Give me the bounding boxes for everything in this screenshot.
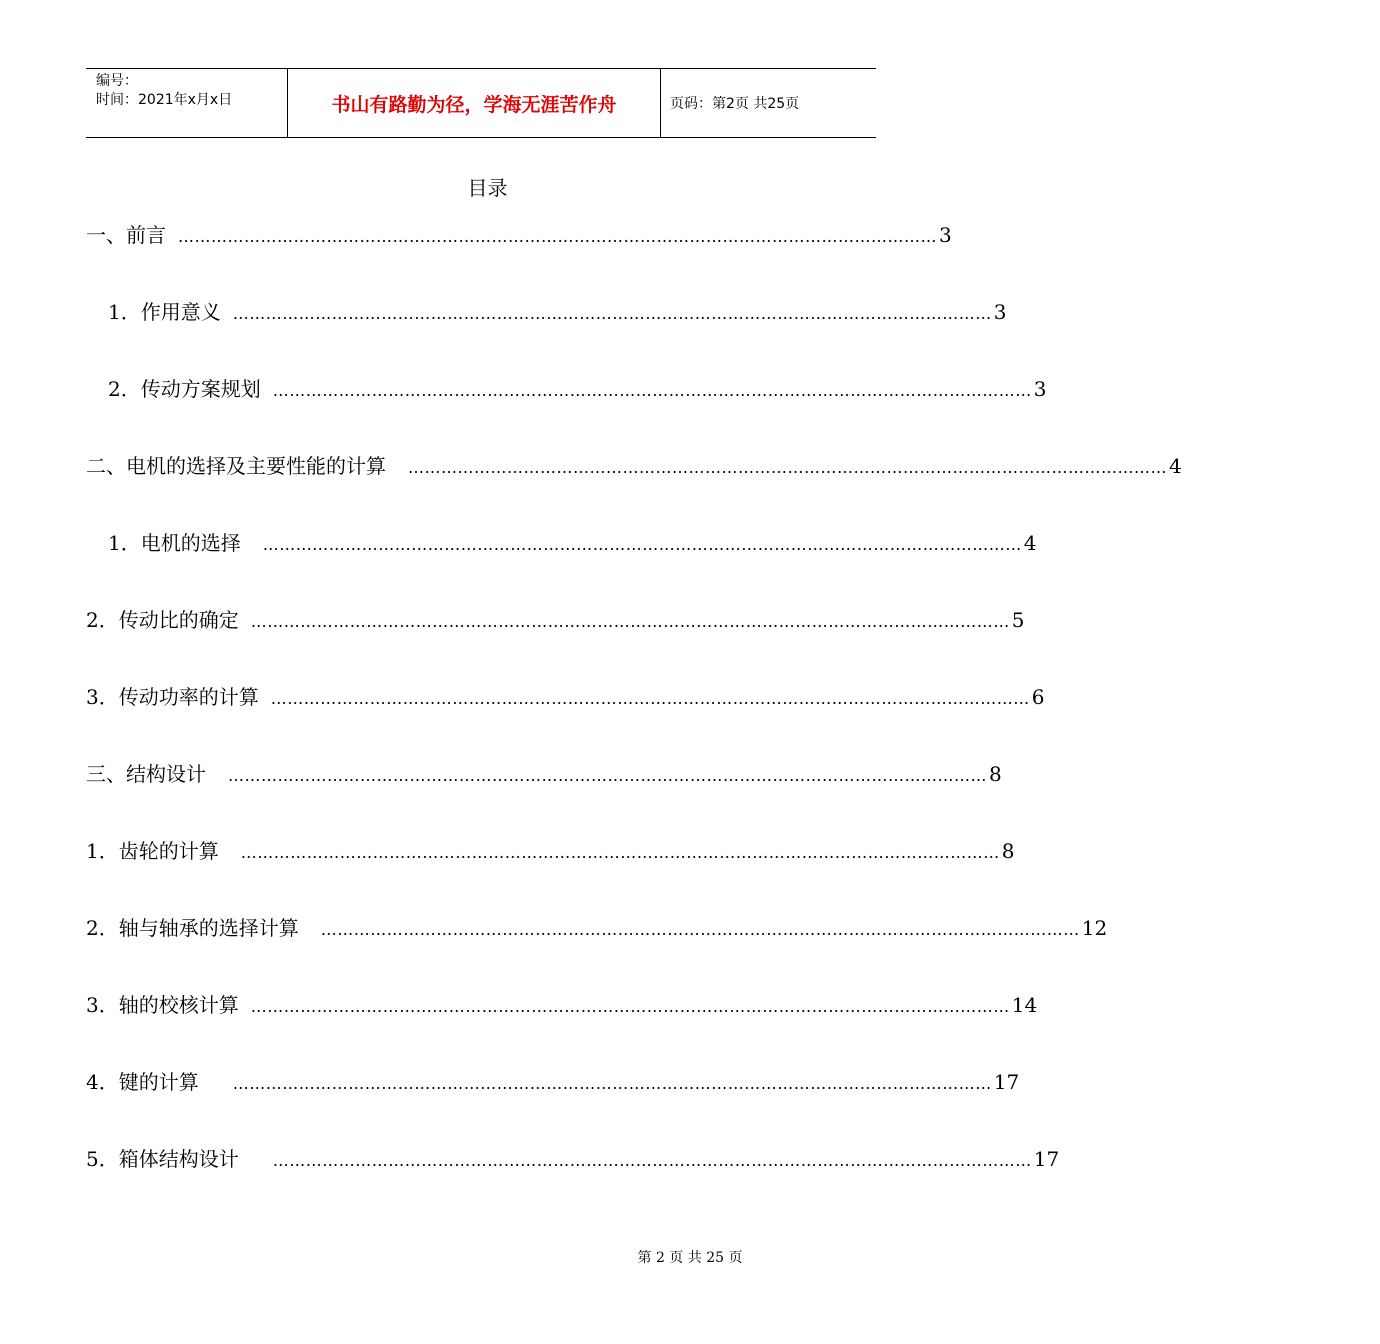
toc-dot-leader: ………………………………………………………………………………………………………………………… [270, 689, 1030, 708]
toc-entry-label: 二、电机的选择及主要性能的计算 [86, 454, 386, 478]
toc-dot-leader: ………………………………………………………………………………………………………………………… [228, 766, 987, 785]
toc-entry[interactable] [86, 450, 1182, 478]
header-meta [86, 69, 287, 137]
toc-entry-page: 5 [1011, 608, 1025, 632]
toc-dot-leader: ………………………………………………………………………………………………………………………… [178, 227, 937, 246]
toc-entry[interactable] [108, 527, 1037, 555]
toc-entry-page: 3 [939, 223, 952, 247]
toc-dot-leader: ………………………………………………………………………………………………………………………… [250, 997, 1010, 1016]
toc-entry-page: 8 [989, 762, 1002, 786]
header-motto: 书山有路勤为径，学海无涯苦作舟 [287, 69, 661, 137]
toc-entry-label: 1．齿轮的计算 [86, 839, 219, 863]
toc-title: 目录 [467, 176, 508, 200]
toc-entry-page: 6 [1031, 685, 1045, 709]
document-date: 时间：2021年x月x日 [96, 92, 233, 108]
toc-entry[interactable] [108, 296, 1007, 324]
toc-entry[interactable] [86, 835, 1015, 863]
toc-entry-page: 8 [1001, 839, 1015, 863]
toc-dot-leader: ………………………………………………………………………………………………………………………… [250, 612, 1010, 631]
toc-entry-label: 1．作用意义 [108, 300, 221, 324]
toc-entry-page: 4 [1023, 531, 1037, 555]
toc-entry-label: 1．电机的选择 [108, 531, 241, 555]
document-number: 编号： [96, 73, 138, 89]
toc-entry-label: 一、前言 [86, 223, 166, 247]
toc-entry[interactable] [86, 989, 1038, 1017]
page-footer: 第 2 页 共 25 页 [637, 1250, 743, 1266]
toc-entry-page: 14 [1011, 993, 1038, 1017]
toc-entry-label: 2．传动比的确定 [86, 608, 239, 632]
toc-entry-label: 5．箱体结构设计 [86, 1147, 239, 1171]
toc-entry-page: 17 [1033, 1147, 1060, 1171]
toc-entry-page: 4 [1169, 454, 1182, 478]
toc-entry[interactable] [86, 912, 1108, 940]
header-page-info: 页码：第2页 共25页 [670, 96, 800, 112]
toc-entry[interactable] [86, 604, 1025, 632]
toc-dot-leader: ………………………………………………………………………………………………………………………… [262, 535, 1022, 554]
toc-dot-leader: ………………………………………………………………………………………………………………………… [272, 1151, 1032, 1170]
toc-entry-page: 17 [993, 1070, 1020, 1094]
toc-entry-label: 3．轴的校核计算 [86, 993, 239, 1017]
toc-entry-label: 2．传动方案规划 [108, 377, 261, 401]
toc-dot-leader: ………………………………………………………………………………………………………………………… [232, 304, 992, 323]
toc-entry[interactable] [86, 681, 1045, 709]
toc-entry[interactable] [86, 219, 952, 247]
toc-entry-page: 12 [1081, 916, 1108, 940]
toc-entry-page: 3 [993, 300, 1007, 324]
toc-entry[interactable] [86, 1143, 1060, 1171]
toc-dot-leader: ………………………………………………………………………………………………………………………… [272, 381, 1032, 400]
toc-entry-label: 2．轴与轴承的选择计算 [86, 916, 299, 940]
toc-dot-leader: ………………………………………………………………………………………………………………………… [240, 843, 1000, 862]
toc-entry-page: 3 [1033, 377, 1047, 401]
toc-dot-leader: ………………………………………………………………………………………………………………………… [320, 920, 1080, 939]
toc-entry[interactable] [86, 1066, 1020, 1094]
toc-entry[interactable] [86, 758, 1002, 786]
toc-entry-label: 4．键的计算 [86, 1070, 199, 1094]
toc-entry[interactable] [108, 373, 1047, 401]
toc-dot-leader: ………………………………………………………………………………………………………………………… [408, 458, 1167, 477]
toc-entry-label: 3．传动功率的计算 [86, 685, 259, 709]
toc-entry-label: 三、结构设计 [86, 762, 206, 786]
page-header [86, 68, 876, 138]
toc-dot-leader: ………………………………………………………………………………………………………………………… [232, 1074, 992, 1093]
